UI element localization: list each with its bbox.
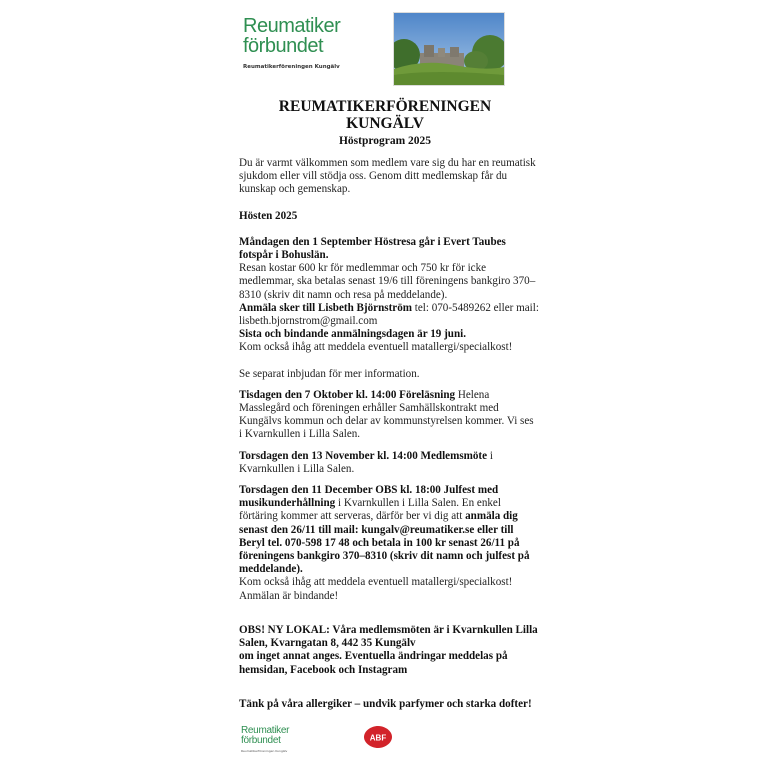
- event-allergy-note: Kom också ihåg att meddela eventuell matallergi/specialkost!: [239, 341, 513, 354]
- venue-notice-line-1: OBS! NY LOKAL: Våra medlemsmöten är i Kvarnkullen Lilla Salen, Kvarngatan 8, 442 35 Kungälv: [239, 623, 538, 650]
- title-line-1: REUMATIKERFÖRENINGEN: [278, 98, 492, 115]
- title-line-2: KUNGÄLV: [346, 115, 424, 132]
- event-christmas-party: [239, 484, 539, 603]
- event-body: [239, 484, 539, 576]
- event-heading: Torsdagen den 13 November kl. 14:00 Medlemsmöte: [239, 449, 488, 462]
- event-text: Helena Masslegård och föreningen erhåller Samhällskontrakt med Kungälvs kommun och delar av kommunstyrelsen kommer. Vi ses i Kvarnkullen i Lilla Salen.: [239, 388, 534, 441]
- event-text: Resan kostar 600 kr för medlemmar och 750 kr för icke medlemmar, ska betalas senast 19/6 till föreningens bankgiro 370–8310 (skriv dit namn och resa på meddelande).: [239, 262, 536, 301]
- intro-text: Du är varmt välkommen som medlem vare sig du har en reumatisk sjukdom eller vill stödja oss. Genom ditt medlemskap får du kunskap och gemenskap.: [239, 157, 536, 196]
- event-heading: Tisdagen den 7 Oktober kl. 14:00 Föreläsning: [239, 388, 456, 401]
- reumatikerforbundet-logo: [243, 16, 353, 70]
- venue-notice-line-2: om inget annat anges. Eventuella ändringar meddelas på hemsidan, Facebook och Instagram: [239, 650, 508, 676]
- page-subtitle: Höstprogram 2025: [338, 135, 432, 147]
- season-heading: Hösten 2025: [239, 209, 298, 222]
- event-deadline: Sista och bindande anmälningsdagen är 19 juni.: [239, 328, 466, 341]
- allergy-notice: Tänk på våra allergiker – undvik parfymer och starka dofter!: [239, 697, 532, 710]
- event-heading: Torsdagen den 11 December OBS kl. 18:00 Julfest med musikunderhållning: [239, 484, 499, 510]
- event-text: i Kvarnkullen i Lilla Salen. En enkel förtäring kommer att serveras, därför ber vi dig att: [239, 497, 501, 523]
- footer-logo-subtitle: Reumatikerföreningen Kungälv: [241, 749, 288, 753]
- reumatikerforbundet-footer-logo: [241, 726, 301, 753]
- castle-photo: [393, 12, 505, 86]
- signup-contact: tel: 070-5489262 eller mail: lisbeth.bjornstrom@gmail.com: [239, 301, 539, 328]
- event-separate-invite: Se separat inbjudan för mer information.: [239, 367, 420, 380]
- event-body: [239, 389, 539, 442]
- event-allergy-note: Kom också ihåg att meddela eventuell matallergi/specialkost! Anmälan är bindande!: [239, 576, 513, 602]
- event-member-meeting: [239, 450, 539, 476]
- page-title: [200, 98, 570, 132]
- footer-logo-line-2: förbundet: [241, 735, 281, 746]
- event-lecture: [239, 389, 539, 442]
- event-autumn-trip: [239, 236, 539, 381]
- signup-label: Anmäla sker till Lisbeth Björnström: [239, 301, 412, 314]
- event-body: [239, 450, 539, 476]
- venue-notice: [239, 624, 539, 677]
- abf-logo: [363, 725, 393, 749]
- logo-line-1: Reumatiker: [243, 15, 341, 37]
- event-heading: Måndagen den 1 September Höstresa går i Evert Taubes fotspår i Bohuslän.: [239, 235, 506, 262]
- abf-logo-text: ABF: [369, 733, 387, 743]
- castle-photo-image: [394, 13, 504, 85]
- logo-subtitle: Reumatikerföreningen Kungälv: [243, 64, 340, 70]
- logo-line-2: förbundet: [243, 35, 324, 57]
- event-signup-details: anmäla dig senast den 26/11 till mail: kungalv@reumatiker.se eller till Beryl tel. 070-598 17 48 och betala in 100 kr senast 26/11 på föreningens bankgiro 370–8310 (skriv dit namn och julfest på meddelande).: [239, 510, 530, 576]
- program-content: [239, 157, 539, 711]
- event-signup: [239, 302, 539, 328]
- footer-logo-line-1: Reumatiker: [241, 725, 290, 736]
- event-text: i Kvarnkullen i Lilla Salen.: [239, 449, 493, 475]
